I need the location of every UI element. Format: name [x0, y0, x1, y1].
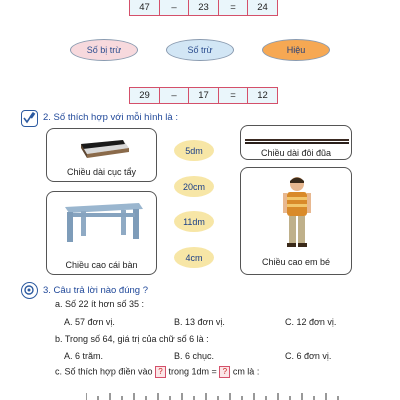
eq2-minus-sign: –	[159, 87, 189, 104]
equation-row-2	[129, 87, 277, 104]
card-eraser-caption: Chiều dài cục tẩy	[66, 167, 137, 177]
eq1-minus-sign: –	[159, 0, 189, 16]
card-child-caption: Chiều cao em bé	[261, 257, 331, 267]
option-pill-1[interactable]: 5dm	[174, 140, 214, 161]
eq2-equals-sign: =	[218, 87, 248, 104]
q3a-option-c[interactable]: C. 12 đơn vị.	[285, 317, 337, 327]
q3b-option-b[interactable]: B. 6 chục.	[174, 351, 215, 361]
q3c-text-start: c. Số thích hợp điền vào	[55, 366, 153, 377]
card-chopsticks-caption: Chiều dài đôi đũa	[260, 148, 332, 158]
option-pill-2[interactable]: 20cm	[174, 176, 214, 197]
q3c-text-end: cm là :	[232, 366, 260, 377]
chopsticks-icon	[245, 138, 349, 146]
eq2-minuend: 29	[129, 87, 160, 104]
eq2-subtrahend: 17	[188, 87, 219, 104]
eq1-equals-sign: =	[218, 0, 248, 16]
label-subtrahend: Số trừ	[166, 39, 234, 61]
label-difference: Hiệu	[262, 39, 330, 61]
ruler-ticks	[86, 393, 346, 400]
q3c-text-middle: trong 1dm =	[168, 366, 217, 377]
q3a-option-b[interactable]: B. 13 đơn vị.	[174, 317, 225, 327]
eraser-icon	[73, 138, 133, 162]
table-icon	[61, 199, 145, 243]
eq1-minuend: 47	[129, 0, 160, 16]
card-child	[240, 167, 352, 275]
card-eraser	[46, 128, 157, 182]
question-3b: b. Trong số 64, giá trị của chữ số 6 là :	[55, 334, 209, 344]
q3c-answer-box-2[interactable]: ?	[219, 366, 230, 378]
q3b-option-a[interactable]: A. 6 trăm.	[64, 351, 104, 361]
option-pill-4[interactable]: 4cm	[174, 247, 214, 268]
child-icon	[277, 175, 317, 249]
eq2-difference: 12	[247, 87, 278, 104]
card-chopsticks	[240, 125, 352, 160]
eq1-subtrahend: 23	[188, 0, 219, 16]
label-minuend: Số bị trừ	[70, 39, 138, 61]
target-icon	[21, 282, 38, 299]
eq1-difference: 24	[247, 0, 278, 16]
equation-row-1	[129, 0, 277, 16]
card-table	[46, 191, 157, 275]
pencil-check-icon	[21, 110, 38, 127]
question-3a: a. Số 22 ít hơn số 35 :	[55, 299, 144, 309]
option-pill-3[interactable]: 11dm	[174, 211, 214, 232]
question-3-title: 3. Câu trả lời nào đúng ?	[43, 285, 148, 296]
q3a-option-a[interactable]: A. 57 đơn vị.	[64, 317, 115, 327]
card-table-caption: Chiều cao cái bàn	[65, 260, 138, 270]
q3b-option-c[interactable]: C. 6 đơn vị.	[285, 351, 332, 361]
question-3c	[55, 366, 259, 378]
q3c-answer-box-1[interactable]: ?	[155, 366, 166, 378]
question-2-title: 2. Số thích hợp với mỗi hình là :	[43, 112, 178, 123]
